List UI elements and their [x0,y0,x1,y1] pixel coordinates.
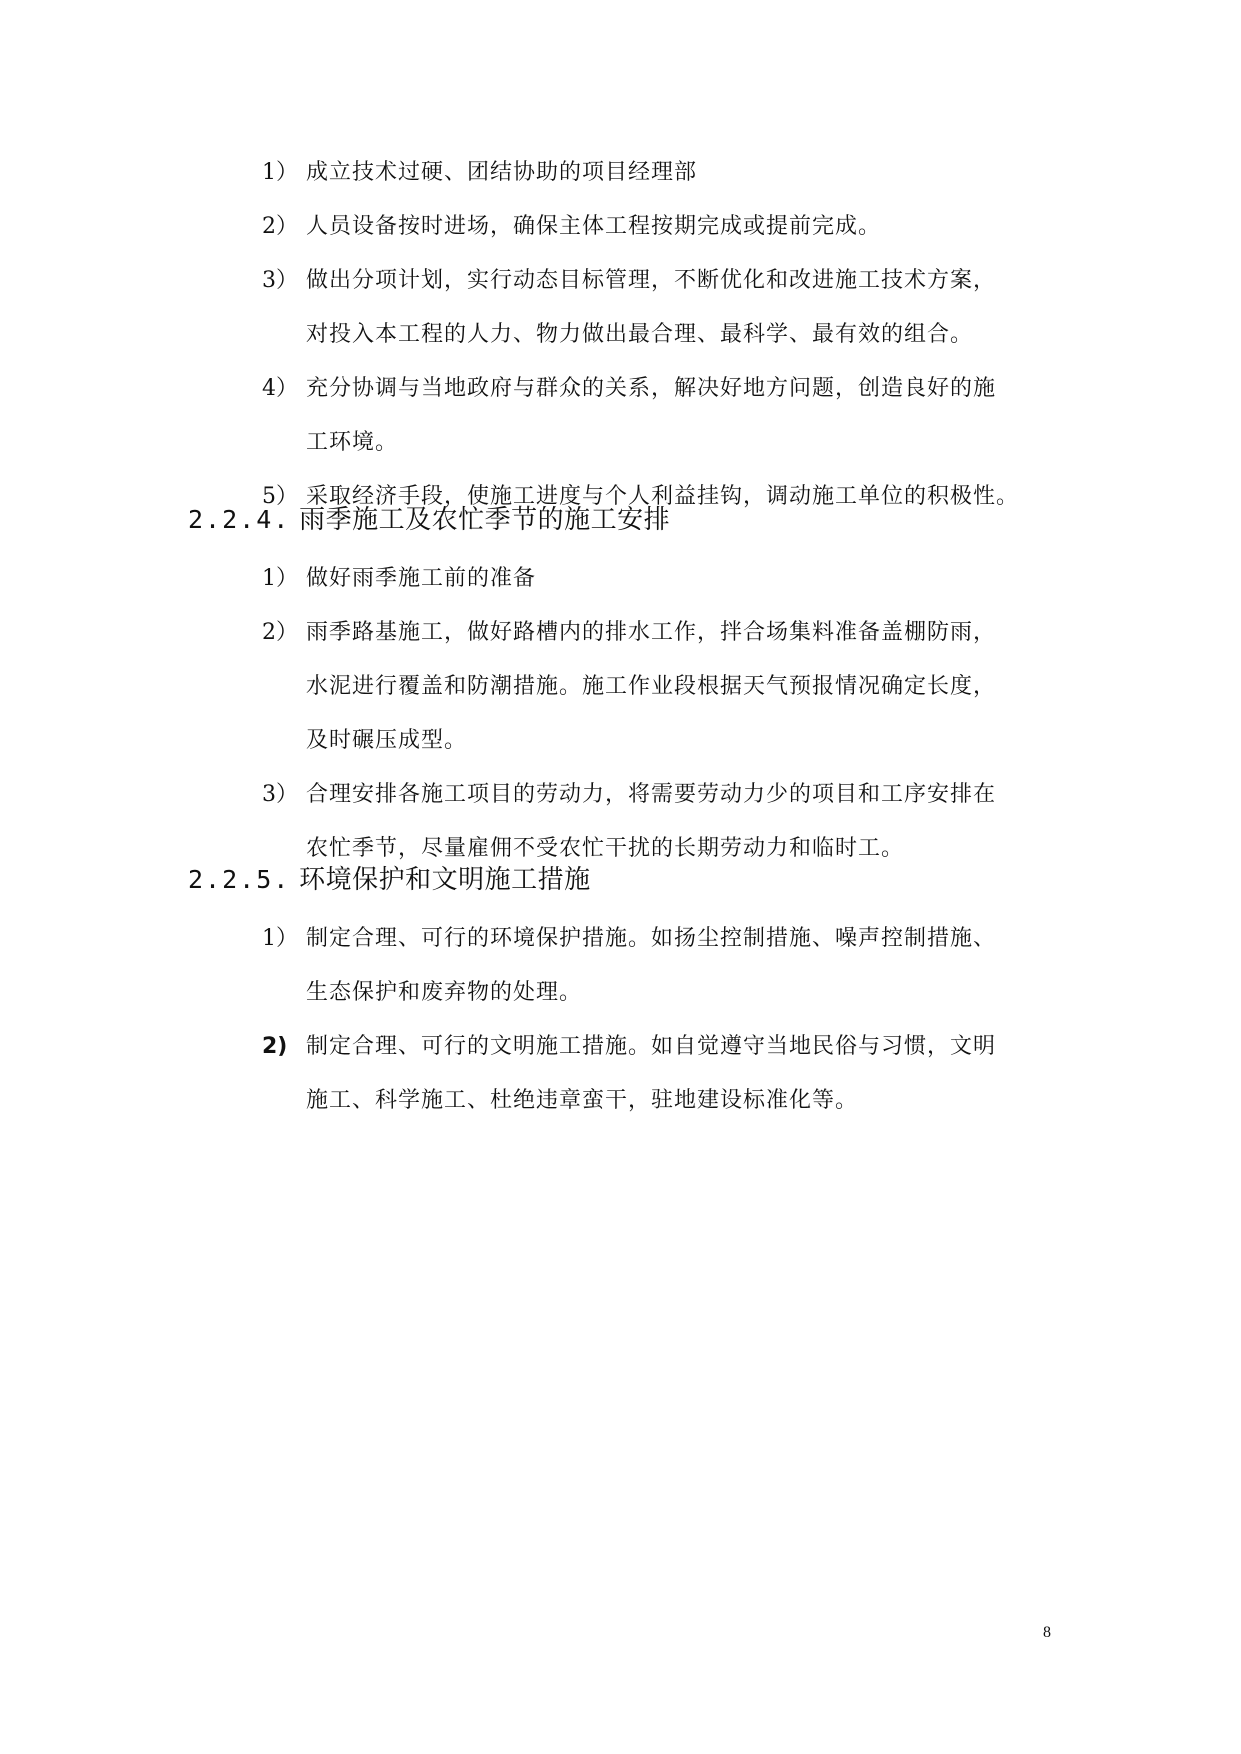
list-item-text: 做出分项计划，实行动态目标管理，不断优化和改进施工技术方案， 对投入本工程的人力、物力做出最合理、最科学、最有效的组合。 [306,268,997,347]
list-item [0,912,1241,1020]
section-title: 环境保护和文明施工措施 [299,865,591,895]
list-item-number: 3） [262,782,298,807]
list-item-number: 2） [262,214,298,239]
list-item [0,254,1241,362]
list-item [0,362,1241,470]
list-item-text: 成立技术过硬、团结协助的项目经理部 [306,160,698,185]
list-item-text: 采取经济手段，使施工进度与个人利益挂钩，调动施工单位的积极性。 [306,484,1020,509]
list-item [0,768,1241,876]
list-item-number: 1） [262,926,298,951]
list-item-text: 合理安排各施工项目的劳动力，将需要劳动力少的项目和工序安排在 农忙季节，尽量雇佣不受农忙干扰的长期劳动力和临时工。 [306,782,997,861]
section-number: 2.2.5. [188,865,291,894]
list-item-text: 做好雨季施工前的准备 [306,566,537,591]
list-item-text: 制定合理、可行的文明施工措施。如自觉遵守当地民俗与习惯，文明 施工、科学施工、杜绝违章蛮干，驻地建设标准化等。 [306,1034,997,1113]
page-number: 8 [1043,1624,1051,1641]
list-item [0,200,1241,254]
list-item-number: 1） [262,160,298,185]
list-item-text: 充分协调与当地政府与群众的关系，解决好地方问题，创造良好的施 工环境。 [306,376,997,455]
list-item-number: 1） [262,566,298,591]
list-item [0,552,1241,606]
list-item-number: 3） [262,268,298,293]
list-item [0,146,1241,200]
list-item-text: 制定合理、可行的环境保护措施。如扬尘控制措施、噪声控制措施、 生态保护和废弃物的处理。 [306,926,997,1005]
section-2-2-4-list [0,552,1241,876]
top-list [0,146,1241,524]
list-item-number: 4） [262,376,298,401]
list-item-number: 2) [262,1034,288,1059]
section-heading-2-2-4 [188,500,670,540]
section-number: 2.2.4. [188,505,291,534]
list-item-text: 人员设备按时进场，确保主体工程按期完成或提前完成。 [306,214,882,239]
list-item-number: 2） [262,620,298,645]
list-item-text: 雨季路基施工，做好路槽内的排水工作，拌合场集料准备盖棚防雨， 水泥进行覆盖和防潮措施。施工作业段根据天气预报情况确定长度， 及时碾压成型。 [306,620,997,753]
section-title: 雨季施工及农忙季节的施工安排 [299,505,671,535]
list-item [0,606,1241,768]
list-item-number: 5） [262,484,298,509]
list-item [0,1020,1241,1128]
section-heading-2-2-5 [188,860,591,900]
section-2-2-5-list [0,912,1241,1128]
